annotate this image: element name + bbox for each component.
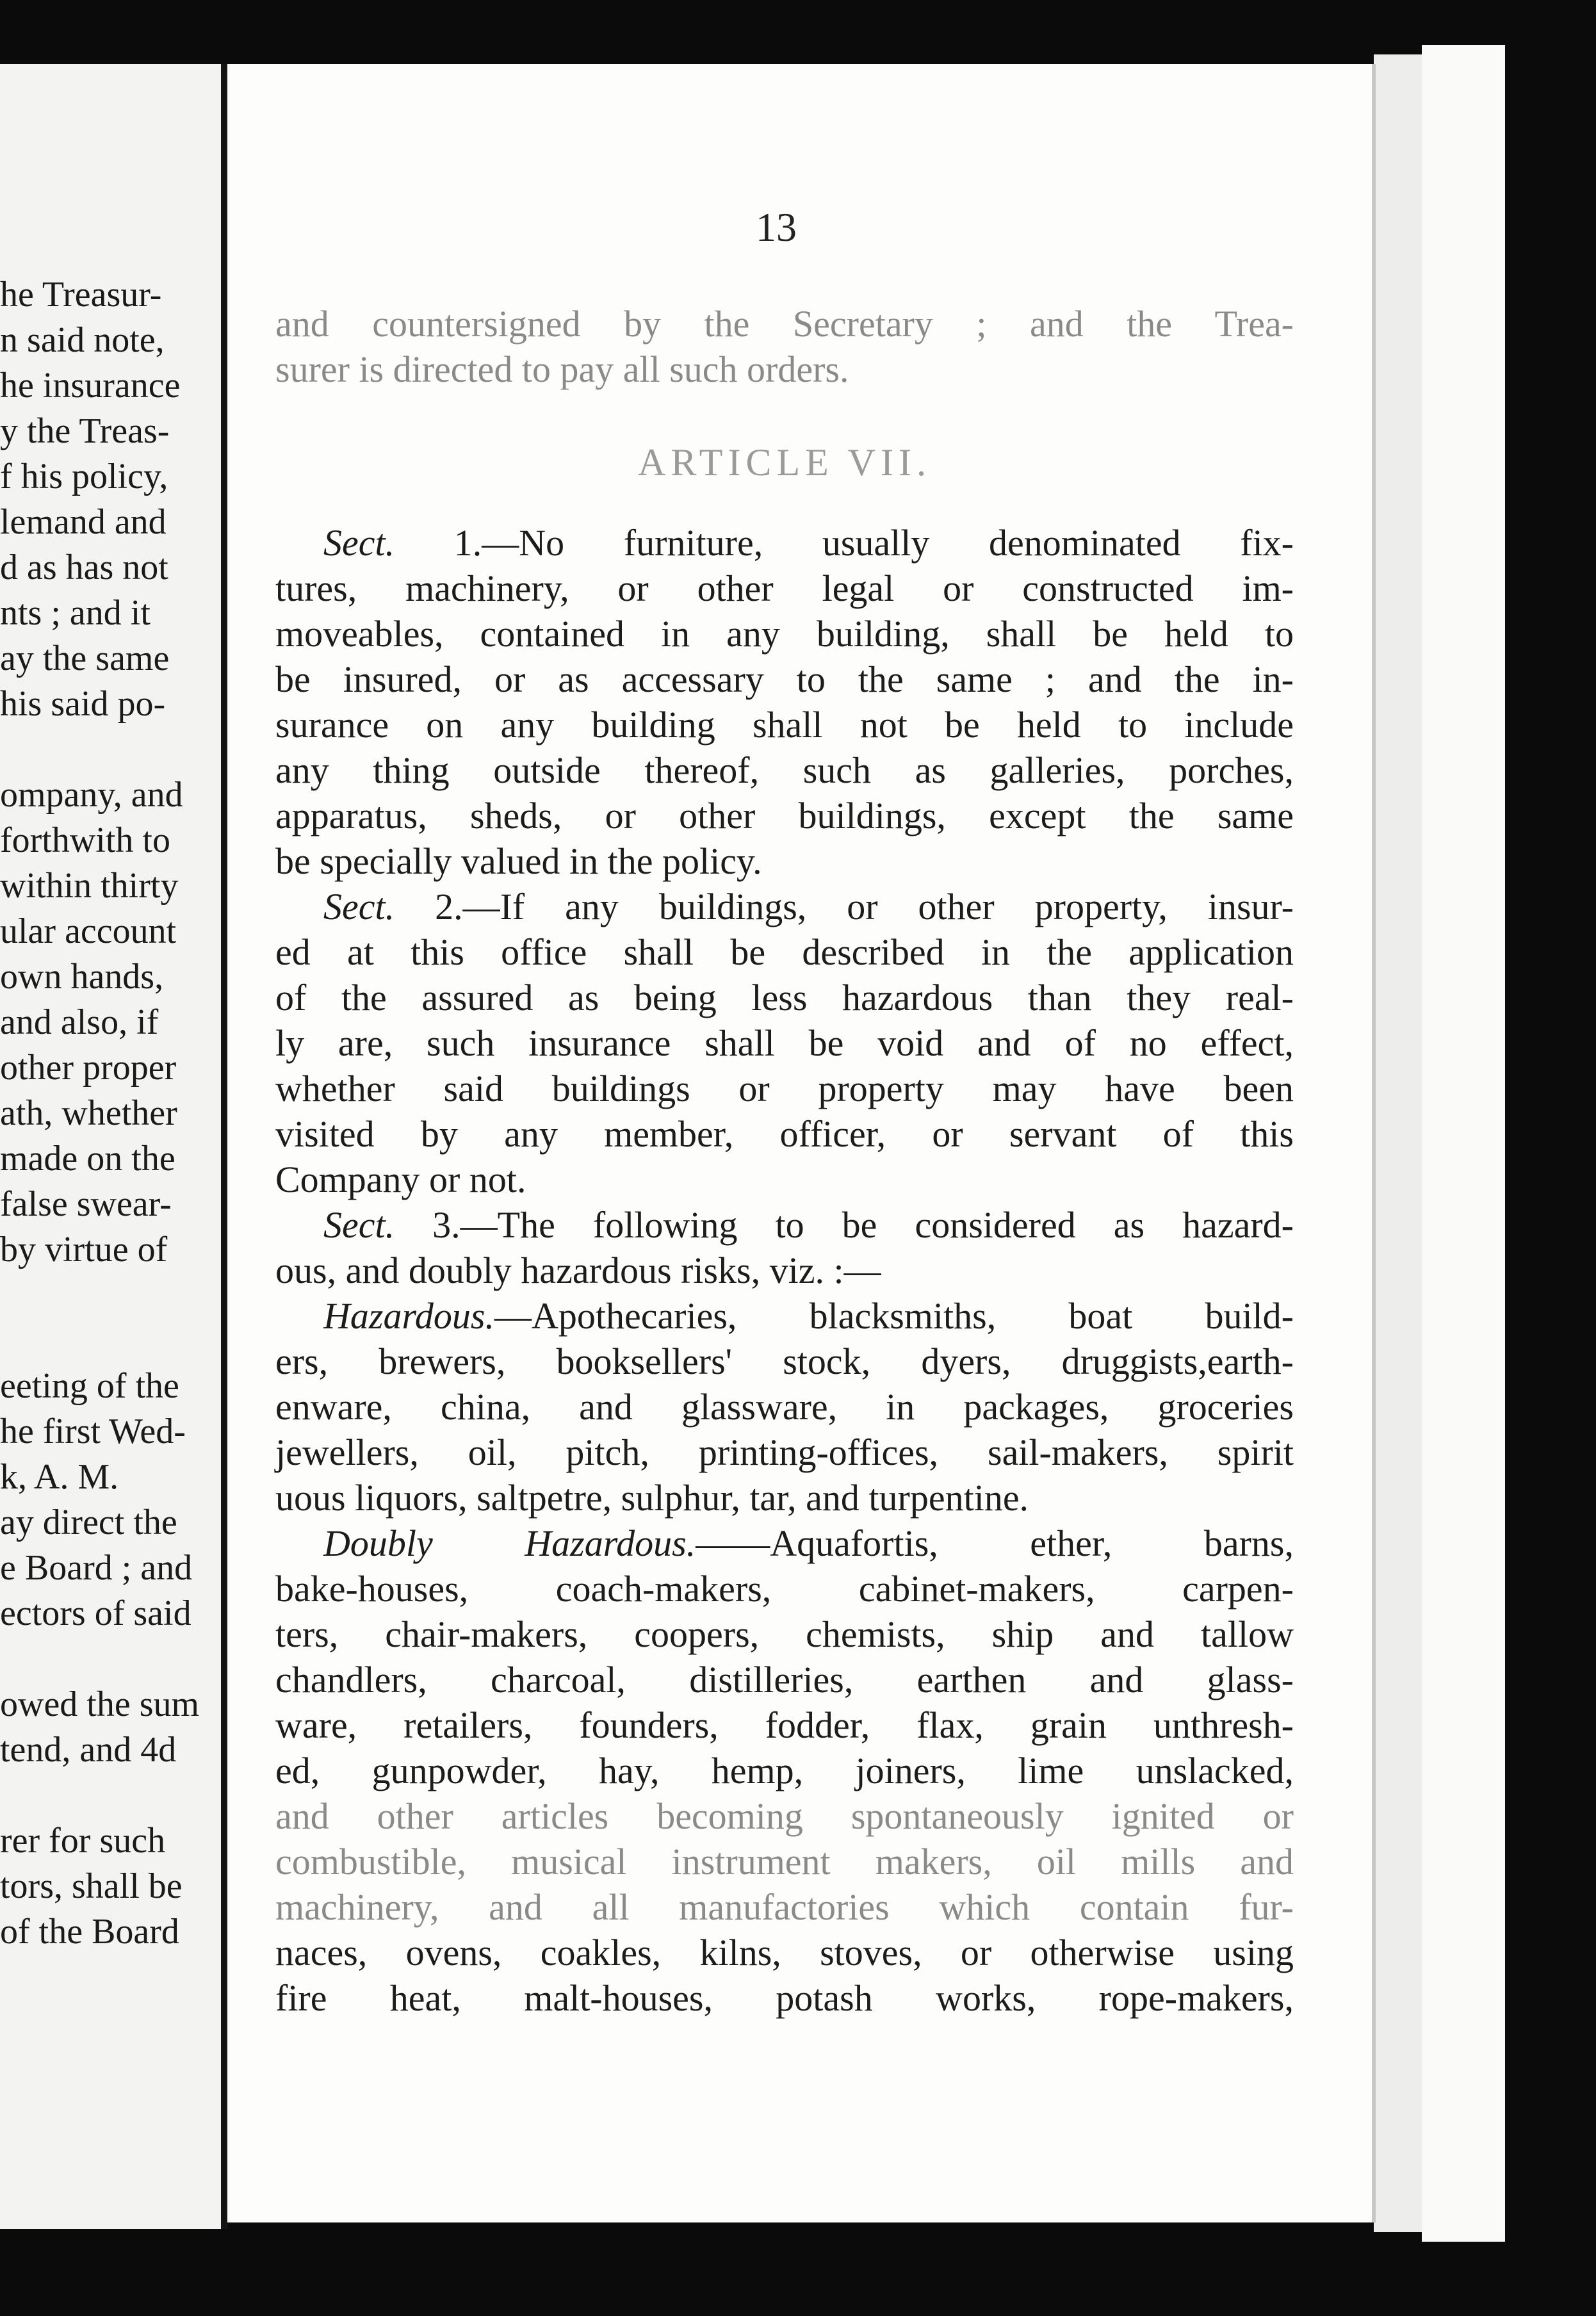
previous-page-line: tend, and 4d [0,1730,177,1770]
hazardous-line: enware, china, and glassware, in packages, groceries [275,1386,1294,1428]
hazardous-label: Hazardous. [323,1295,494,1337]
continuation-line-1: and countersigned by the Secretary ; and the Trea- [275,303,1294,345]
page-edge-shadow [1372,64,1376,2222]
doubly-hazardous-line: bake-houses, coach-makers, cabinet-makers, carpen- [275,1568,1294,1610]
page-edge-outer [1422,45,1505,2242]
sect1-line: tures, machinery, or other legal or constructed im- [275,567,1294,609]
previous-page-line: e Board ; and [0,1548,193,1588]
article-heading: ARTICLE VII. [638,441,931,484]
sect1-line: moveables, contained in any building, shall be held to [275,613,1294,655]
sect3-first-line [275,1202,1294,1248]
sect1-line: be specially valued in the policy. [275,840,762,882]
sect1-line: any thing outside thereof, such as galleries, porches, [275,749,1294,791]
previous-page-line: own hands, [0,957,164,997]
book-gutter [221,64,227,2229]
sect2-first-text: —If any buildings, or other property, insur- [462,886,1294,927]
previous-page-line: lemand and [0,502,167,542]
previous-page-line: k, A. M. [0,1457,119,1497]
previous-page-line: y the Treas- [0,411,170,451]
sect2-line: ly are, such insurance shall be void and of no effect, [275,1022,1294,1064]
doubly-hazardous-line: chandlers, charcoal, distilleries, earthen and glass- [275,1659,1294,1700]
previous-page-line: tors, shall be [0,1866,183,1906]
sect3-line: ous, and doubly hazardous risks, viz. :— [275,1250,881,1291]
previous-page-line: rer for such [0,1821,166,1861]
sect1-first-line [275,520,1294,566]
sect2-line: ed at this office shall be described in the application [275,931,1294,973]
hazardous-line: uous liquors, saltpetre, sulphur, tar, and turpentine. [275,1477,1029,1519]
doubly-hazardous-line: combustible, musical instrument makers, oil mills and [275,1841,1294,1882]
previous-page-line: ompany, and [0,775,183,815]
previous-page-line: n said note, [0,320,165,360]
sect1-line: be insured, or as accessary to the same ; and the in- [275,658,1294,700]
page-number: 13 [756,204,797,250]
previous-page-line: d as has not [0,548,168,587]
sect1-line: surance on any building shall not be held to include [275,704,1294,746]
previous-page-line: false swear- [0,1184,172,1224]
doubly-hazardous-line: ed, gunpowder, hay, hemp, joiners, lime unslacked, [275,1750,1294,1791]
previous-page-line: ular account [0,911,177,951]
sect2-number: 2. [435,886,463,927]
previous-page-line: within thirty [0,866,179,906]
sect1-line: apparatus, sheds, or other buildings, except the same [275,795,1294,836]
previous-page-line: and also, if [0,1002,159,1042]
previous-page-line: ay direct the [0,1503,177,1542]
previous-page-line: eeting of the [0,1366,179,1406]
previous-page-line: f his policy, [0,457,168,496]
previous-page-fragment [0,64,227,2229]
hazardous-first-line [275,1293,1294,1339]
sect3-first-text: —The following to be considered as hazard- [460,1204,1294,1246]
previous-page-line: ectors of said [0,1594,191,1633]
previous-page-line: made on the [0,1139,175,1178]
doubly-hazardous-line: and other articles becoming spontaneously ignited or [275,1795,1294,1837]
previous-page-line: nts ; and it [0,593,151,633]
previous-page-line: of the Board [0,1912,179,1952]
sect2-first-line [275,884,1294,929]
hazardous-first-text: —Apothecaries, blacksmiths, boat build- [494,1295,1294,1337]
previous-page-line: owed the sum [0,1684,200,1724]
sect1-label: Sect. [323,522,395,564]
doubly-hazardous-label: Doubly Hazardous. [323,1522,696,1564]
doubly-hazardous-first-line [275,1521,1294,1566]
sect1-first-text: —No furniture, usually denominated fix- [482,522,1294,564]
sect3-number: 3. [432,1204,460,1246]
previous-page-line: he Treasur- [0,275,162,314]
previous-page-text [0,64,221,2229]
previous-page-line: he insurance [0,366,181,405]
sect3-label: Sect. [323,1204,395,1246]
previous-page-line: ay the same [0,639,170,678]
previous-page-line: by virtue of [0,1230,168,1269]
sect2-line: of the assured as being less hazardous than they real- [275,977,1294,1018]
doubly-hazardous-line: machinery, and all manufactories which contain fur- [275,1886,1294,1928]
sect2-line: whether said buildings or property may have been [275,1068,1294,1109]
sect1-number: 1. [453,522,482,564]
doubly-hazardous-line: ters, chair-makers, coopers, chemists, ship and tallow [275,1613,1294,1655]
previous-page-line: forthwith to [0,820,170,860]
page-body [275,301,1294,2021]
hazardous-line: ers, brewers, booksellers' stock, dyers, druggists,earth- [275,1341,1294,1382]
previous-page-line: he first Wed- [0,1412,186,1451]
hazardous-line: jewellers, oil, pitch, printing-offices, sail-makers, spirit [275,1431,1294,1473]
sect2-label: Sect. [323,886,395,927]
previous-page-line: his said po- [0,684,166,724]
doubly-hazardous-first-text: ——Aquafortis, ether, barns, [696,1522,1294,1564]
previous-page-line: other proper [0,1048,177,1088]
sect2-line: Company or not. [275,1159,526,1200]
doubly-hazardous-line: ware, retailers, founders, fodder, flax, grain unthresh- [275,1704,1294,1746]
previous-page-line: ath, whether [0,1093,177,1133]
continuation-line-2: surer is directed to pay all such orders. [275,348,849,390]
doubly-hazardous-line: naces, ovens, coakles, kilns, stoves, or otherwise using [275,1932,1294,1973]
page-edge-inner [1374,54,1422,2232]
doubly-hazardous-line: fire heat, malt-houses, potash works, rope-makers, [275,1977,1294,2019]
sect2-line: visited by any member, officer, or servant of this [275,1113,1294,1155]
